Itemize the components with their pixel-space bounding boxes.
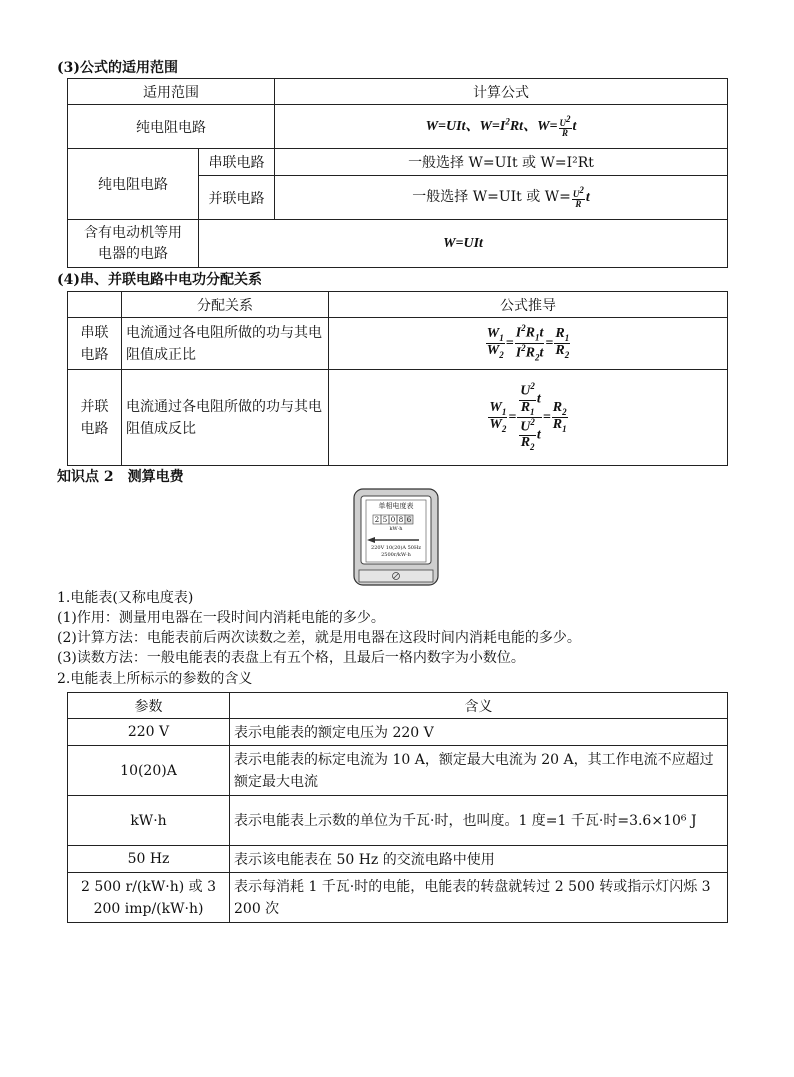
label-parallel-circuit: 并联电路 [68, 370, 122, 466]
meter-digit-1: 2 [374, 516, 380, 524]
param-unit: kW·h [68, 796, 230, 846]
section-4-heading: (4)串、并联电路中电功分配关系 [57, 272, 262, 288]
derivation-parallel: $\frac{W_1}{W_2}$ = $\frac{U^2}{R_1}$ t $\frac{U^2}{R_2}$ t = $\frac{R_2}{R_1}$ [329, 370, 728, 466]
header-distribution: 分配关系 [122, 292, 329, 318]
text-parallel: 电流通过各电阻所做的功与其电阻值成反比 [122, 370, 329, 466]
derivation-series: $\frac{W_1}{W_2}$ = $\frac{I^2R_1t}{I^2R_2t}$ = $\frac{R_1}{R_2}$ [329, 318, 728, 370]
parallel-formula-prefix: 一般选择 W=UIt 或 W= [412, 188, 571, 205]
meter-digit-2: 5 [382, 516, 388, 524]
row-pure-resistance-2: 纯电阻电路 [68, 149, 199, 220]
formula-series: 一般选择 W=UIt 或 W=I²Rt [275, 149, 728, 176]
header-scope: 适用范围 [68, 79, 275, 105]
row-motor-circuit: 含有电动机等用电器的电路 [68, 220, 199, 268]
label-parallel: 并联电路 [199, 176, 275, 220]
meter-digit-4: 8 [398, 516, 404, 524]
header-param: 参数 [68, 693, 230, 719]
work-distribution-table [67, 291, 728, 466]
meter-title: 单相电度表 [378, 502, 414, 510]
param-current: 10(20)A [68, 746, 230, 796]
meaning-current: 表示电能表的标定电流为 10 A，额定最大电流为 20 A，其工作电流不应超过额定最大电流 [230, 746, 728, 796]
formula-motor: W=UIt [199, 220, 728, 268]
row-pure-resistance: 纯电阻电路 [68, 105, 275, 149]
meter-params-heading: 2.电能表上所标示的参数的含义 [57, 671, 253, 687]
meaning-frequency: 表示该电能表在 50 Hz 的交流电路中使用 [230, 846, 728, 873]
header-derivation: 公式推导 [329, 292, 728, 318]
meter-params-table [67, 692, 728, 923]
meter-unit: kW·h [389, 526, 403, 532]
label-series: 串联电路 [199, 149, 275, 176]
meaning-voltage: 表示电能表的额定电压为 220 V [230, 719, 728, 746]
header-meaning: 含义 [230, 693, 728, 719]
knowledge-point-2-heading: 知识点 2 测算电费 [57, 469, 184, 485]
formula-pure-resistance: W=UIt、$W=I^2Rt$、W= $\frac{U^2}{R}$ t [275, 105, 728, 149]
meaning-unit: 表示电能表上示数的单位为千瓦·时，也叫度。1 度=1 千瓦·时=3.6×10⁶ J [230, 796, 728, 846]
text-series: 电流通过各电阻所做的功与其电阻值成正比 [122, 318, 329, 370]
param-voltage: 220 V [68, 719, 230, 746]
meaning-revolutions: 表示每消耗 1 千瓦·时的电能，电能表的转盘就转过 2 500 转或指示灯闪烁 3 200 次 [230, 873, 728, 923]
section-3-heading: (3)公式的适用范围 [57, 60, 178, 76]
electric-meter-image [353, 488, 439, 586]
meter-calculation: (2)计算方法：电能表前后两次读数之差，就是用电器在这段时间内消耗电能的多少。 [57, 630, 581, 646]
param-frequency: 50 Hz [68, 846, 230, 873]
meter-function: (1)作用：测量用电器在一段时间内消耗电能的多少。 [57, 610, 385, 626]
header-formula: 计算公式 [275, 79, 728, 105]
formula-parallel: 一般选择 W=UIt 或 W= $\frac{U^2}{R}$ t [275, 176, 728, 220]
param-revolutions: 2 500 r/(kW·h) 或 3 200 imp/(kW·h) [68, 873, 230, 923]
meter-digit-5: 6 [406, 516, 412, 524]
meter-reading: (3)读数方法：一般电能表的表盘上有五个格，且最后一格内数字为小数位。 [57, 650, 525, 666]
meter-digit-3: 0 [390, 516, 396, 524]
meter-spec-2: 2500r/kW·h [381, 552, 411, 558]
meter-spec-1: 220V 10(20)A 50Hz [371, 545, 421, 551]
formula-scope-table [67, 78, 728, 268]
label-series-circuit: 串联电路 [68, 318, 122, 370]
meter-heading: 1.电能表(又称电度表) [57, 590, 194, 606]
